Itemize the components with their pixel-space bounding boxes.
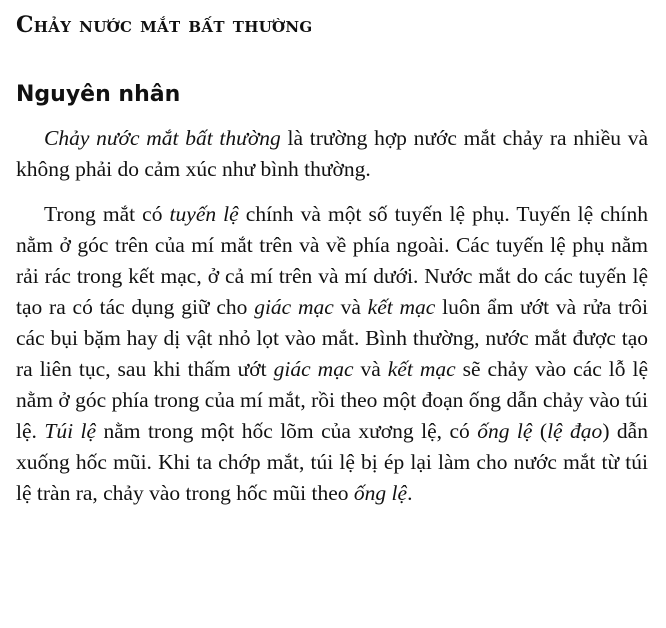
paragraph-text: nằm trong một hốc lõm của xương lệ, có <box>96 419 478 443</box>
emphasis-term: ống lệ <box>477 419 533 443</box>
paragraph-text: Trong mắt có <box>44 202 170 226</box>
page-title: Chảy nước mắt bất thường <box>16 12 313 38</box>
paragraph-text: chính và một số tuyến lệ phụ. Tuyến lệ chính nằm ở góc trên của mí mắt trên và về phía ngoài. Các tuyến lệ phụ nằm rải rác trong kết mạc, ở cả mí trên và mí dưới. Nước mắt do các tuyến lệ tạo ra có tác dụng giữ cho <box>16 202 649 319</box>
emphasis-term: Chảy nước mắt bất thường <box>44 126 281 150</box>
emphasis-term: tuyến lệ <box>169 202 239 226</box>
paragraph-text: ) dẫn xuống hốc mũi. Khi ta chớp mắt, túi lệ bị ép lại làm cho nước mắt từ túi lệ tràn ra, chảy vào trong hốc mũi theo <box>16 419 648 505</box>
paragraph-intro <box>16 123 648 185</box>
emphasis-term: Túi lệ <box>44 419 97 443</box>
paragraph-text: ( <box>532 419 548 443</box>
paragraph-text: luôn ẩm ướt và rửa trôi các bụi bặm hay dị vật nhỏ lọt vào mắt. Bình thường, nước mắt được tạo ra liên tục, sau khi thấm ướt <box>16 295 648 381</box>
emphasis-term: kết mạc <box>387 357 456 381</box>
emphasis-term: giác mạc <box>254 295 334 319</box>
paragraph-text: là trường hợp nước mắt chảy ra nhiều và không phải do cảm xúc như bình thường. <box>16 126 648 181</box>
paragraph-text: và <box>353 357 388 381</box>
section-heading: Nguyên nhân <box>16 82 181 107</box>
emphasis-term: kết mạc <box>367 295 436 319</box>
paragraph-body <box>16 199 648 509</box>
paragraph-text: và <box>333 295 368 319</box>
paragraph-text: . <box>407 481 413 505</box>
paragraph-text: sẽ chảy vào các lỗ lệ nằm ở góc phía trong của mí mắt, rồi theo một đoạn ống dẫn chảy vào túi lệ. <box>16 357 648 443</box>
emphasis-term: lệ đạo <box>547 419 603 443</box>
emphasis-term: ống lệ <box>353 481 408 505</box>
emphasis-term: giác mạc <box>273 357 354 381</box>
